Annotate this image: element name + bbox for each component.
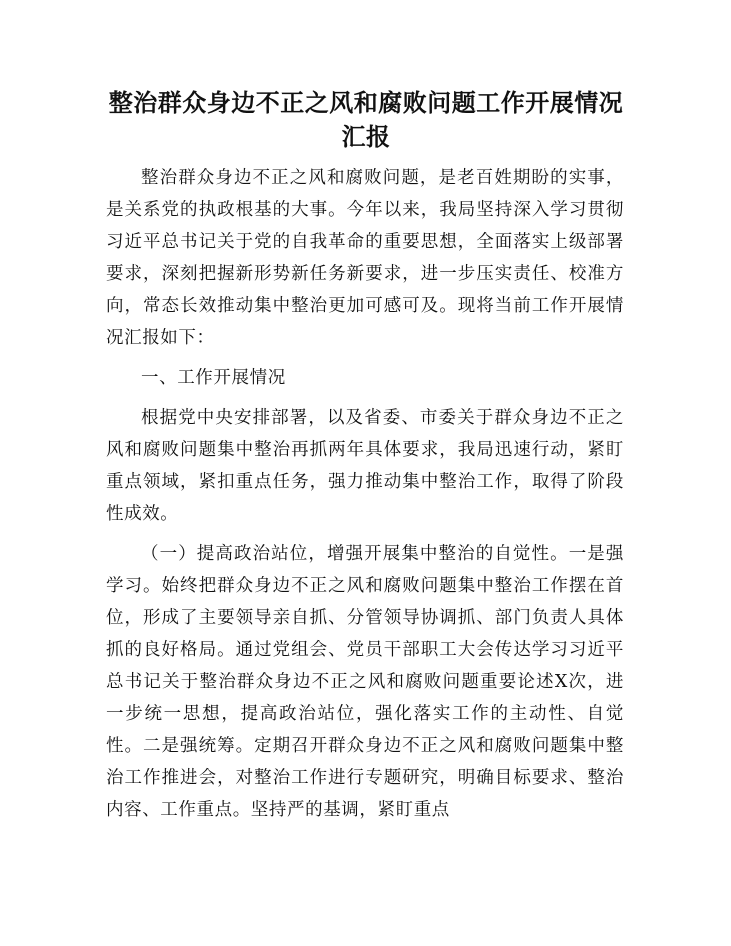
section-heading: 一、工作开展情况	[141, 368, 286, 388]
document-title: 整治群众身边不正之风和腐败问题工作开展情况汇报	[108, 89, 624, 151]
intro-paragraph: 整治群众身边不正之风和腐败问题，是老百姓期盼的实事，是关系党的执政根基的大事。今年以来，我局坚持深入学习贯彻习近平总书记关于党的自我革命的重要思想，全面落实上级部署要求，深刻把握新形势新任务新要求，进一步压实责任、校准方向，常态长效推动集中整治更加可感可及。现将当前工作开展情况汇报如下：	[106, 168, 624, 348]
section-paragraph: 根据党中央安排部署，以及省委、市委关于群众身边不正之风和腐败问题集中整治再抓两年具体要求，我局迅速行动，紧盯重点领域，紧扣重点任务，强力推动集中整治工作，取得了阶段性成效。	[106, 408, 624, 524]
document-body	[106, 162, 624, 834]
subsection-paragraph: （一）提高政治站位，增强开展集中整治的自觉性。一是强学习。始终把群众身边不正之风和腐败问题集中整治工作摆在首位，形成了主要领导亲自抓、分管领导协调抓、部门负责人具体抓的良好格局。通过党组会、党员干部职工大会传达学习习近平总书记关于整治群众身边不正之风和腐败问题重要论述X次，进一步统一思想，提高政治站位，强化落实工作的主动性、自觉性。二是强统筹。定期召开群众身边不正之风和腐败问题集中整治工作推进会，对整治工作进行专题研究，明确目标要求、整治内容、工作重点。坚持严的基调，紧盯重点	[106, 544, 624, 820]
